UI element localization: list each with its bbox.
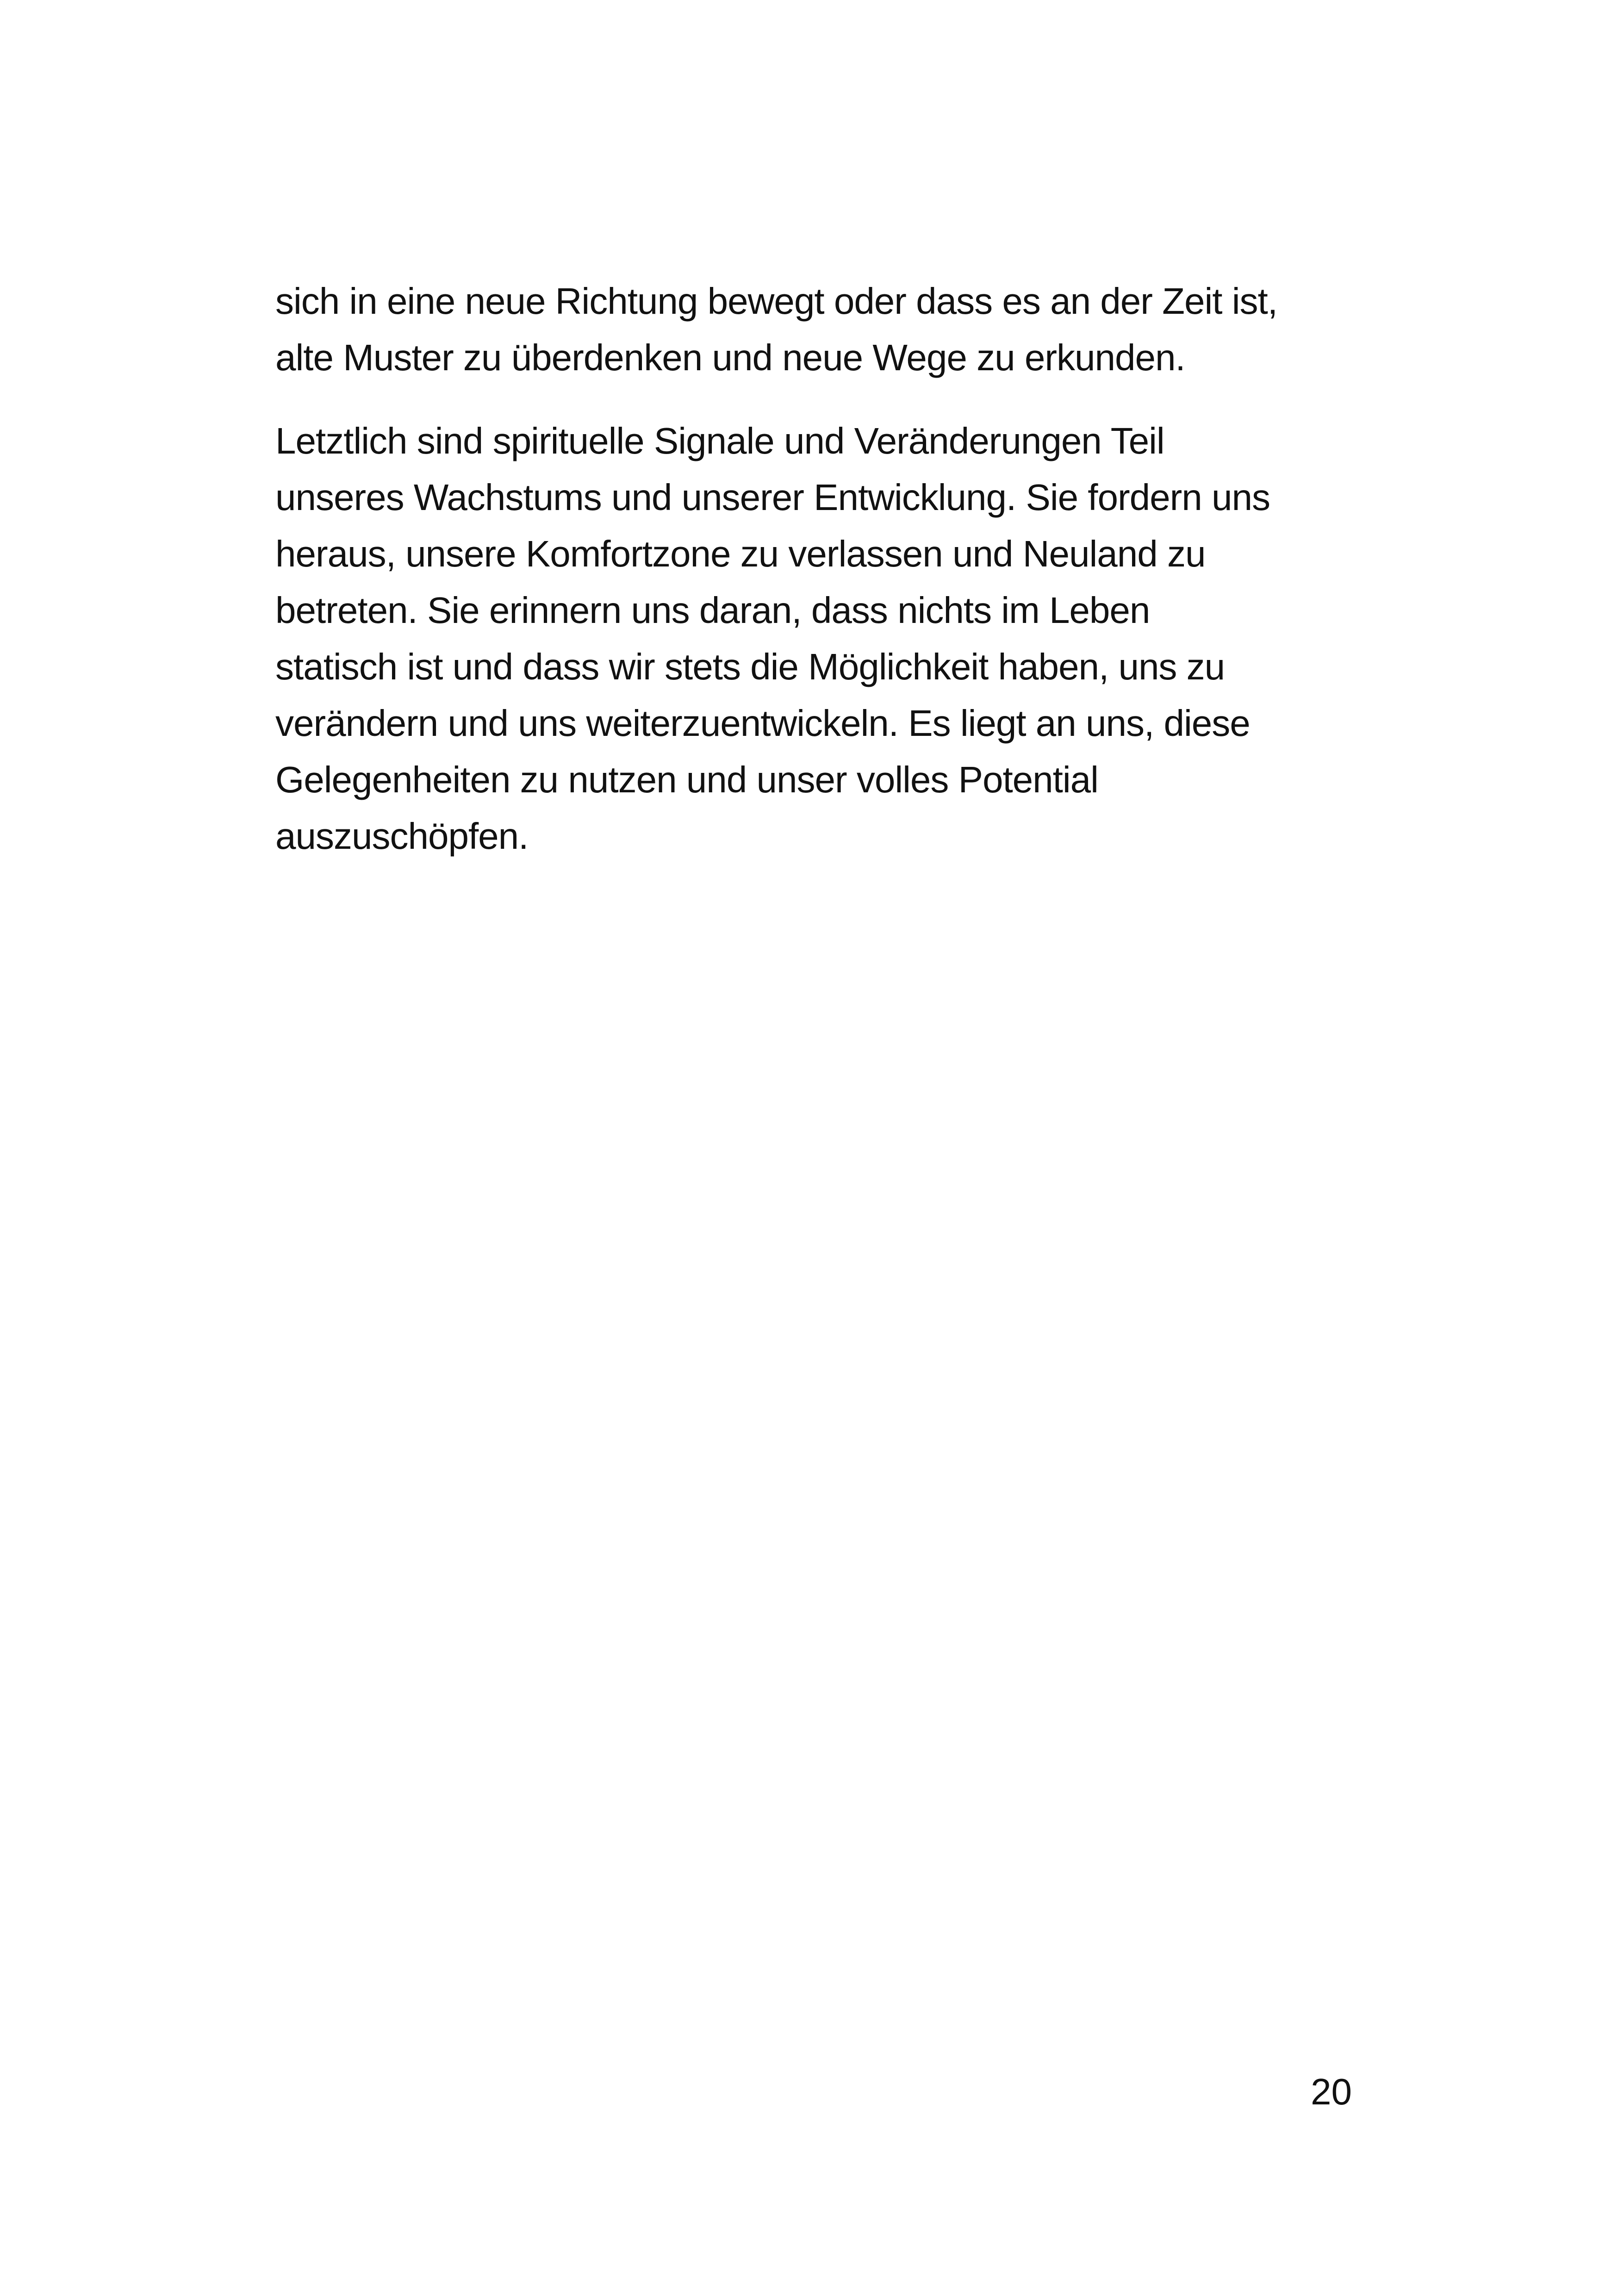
text-line: Letztlich sind spirituelle Signale und Veränderungen Teil <box>275 420 1164 461</box>
paragraph-2 <box>275 413 1363 865</box>
text-line: statisch ist und dass wir stets die Möglichkeit haben, uns zu <box>275 646 1225 687</box>
paragraph-1 <box>275 273 1363 386</box>
text-line: betreten. Sie erinnern uns daran, dass nichts im Leben <box>275 590 1150 631</box>
text-line: auszuschöpfen. <box>275 815 529 857</box>
text-line: Gelegenheiten zu nutzen und unser volles Potential <box>275 759 1098 800</box>
text-line: verändern und uns weiterzuentwickeln. Es liegt an uns, diese <box>275 703 1250 744</box>
text-line: unseres Wachstums und unserer Entwicklung. Sie fordern uns <box>275 477 1270 518</box>
text-line: heraus, unsere Komfortzone zu verlassen und Neuland zu <box>275 533 1206 574</box>
body-text <box>275 273 1363 865</box>
text-line: sich in eine neue Richtung bewegt oder dass es an der Zeit ist, <box>275 280 1277 322</box>
text-line: alte Muster zu überdenken und neue Wege zu erkunden. <box>275 337 1185 378</box>
page-number: 20 <box>1311 2071 1352 2112</box>
